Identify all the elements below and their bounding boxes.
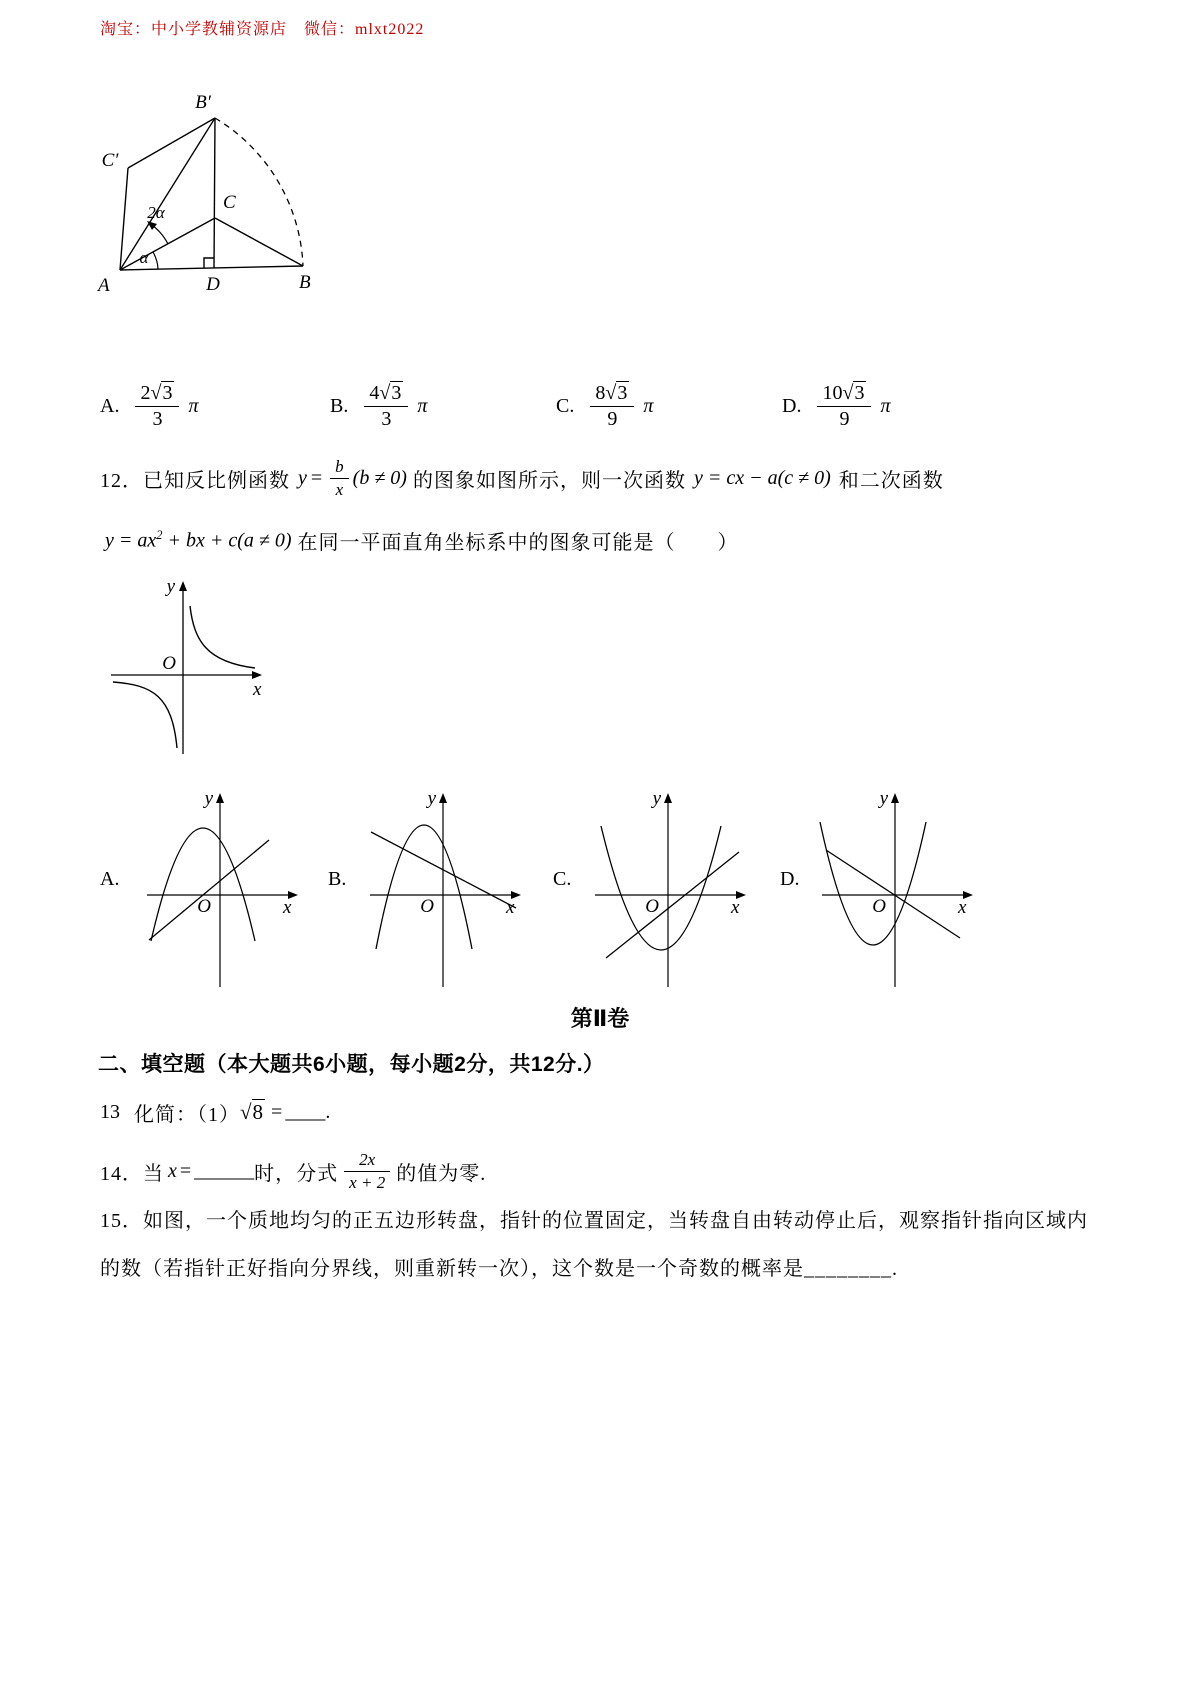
sqrt: √3	[842, 382, 865, 405]
graph-option-label-d: D.	[780, 868, 800, 890]
parabola-up	[820, 822, 926, 945]
q14	[100, 1142, 486, 1200]
x-axis-arrow	[252, 671, 262, 679]
parabola-up	[601, 826, 721, 950]
q13-number: 13	[100, 1100, 120, 1123]
radicand: 3	[391, 382, 402, 405]
axes	[147, 798, 293, 987]
x-axis-label: x	[283, 897, 292, 918]
y-axis-arrow	[664, 793, 672, 803]
label-b: B	[299, 272, 311, 293]
origin-label: O	[872, 896, 886, 917]
formula-pre: y = ax	[105, 529, 157, 552]
origin-label: O	[645, 896, 659, 917]
q12-f1-y: y	[298, 466, 307, 489]
origin-label: O	[197, 896, 211, 917]
label-angle-2a: 2α	[147, 203, 165, 222]
q11-option-b	[330, 377, 427, 435]
origin-label: O	[162, 653, 176, 674]
label-d: D	[206, 274, 220, 295]
radicand: 3	[617, 382, 628, 405]
x-axis-label: x	[253, 679, 262, 700]
y-axis-arrow	[891, 793, 899, 803]
label-c-prime: C′	[101, 150, 119, 171]
option-graph-a	[143, 790, 313, 990]
denominator: 3	[364, 406, 408, 430]
q12-suffix: 在同一平面直角坐标系中的图象可能是（ ）	[297, 531, 739, 554]
fraction	[590, 382, 634, 430]
fraction	[817, 382, 871, 430]
right-angle-mark	[204, 258, 214, 268]
hyperbola-curves	[113, 606, 255, 748]
option-graph-c	[591, 790, 761, 990]
graph-option-label-b: B.	[328, 868, 347, 890]
denominator: x	[330, 478, 349, 499]
shop-header: 淘宝：中小学教辅资源店 微信：mlxt2022	[100, 21, 425, 38]
y-axis-arrow	[179, 581, 187, 591]
label-b-prime: B′	[195, 92, 211, 113]
radicand: 3	[162, 382, 173, 405]
volume-title: 第Ⅱ卷	[570, 1006, 630, 1031]
option-label: C.	[556, 394, 575, 417]
q15-line2: 的数（若指针正好指向分界线，则重新转一次），这个数是一个奇数的概率是________.	[100, 1258, 898, 1280]
radicand: 3	[854, 382, 865, 405]
q11-option-c	[556, 377, 653, 435]
option-graph-d	[818, 790, 988, 990]
hyperbola-figure	[103, 578, 278, 760]
denominator: 3	[135, 406, 179, 430]
section-heading: 二、填空题（本大题共6小题，每小题2分，共12分.）	[98, 1053, 605, 1076]
pi-symbol: π	[880, 394, 891, 417]
q13	[100, 1094, 330, 1130]
q14-fraction	[344, 1150, 390, 1191]
y-axis-label: y	[204, 788, 213, 809]
q12-quadratic-formula	[105, 528, 292, 553]
q11-option-d	[782, 377, 890, 435]
denominator: 9	[590, 406, 634, 430]
formula-sup: 2	[156, 527, 163, 542]
line-increasing	[606, 852, 739, 958]
q11-option-a	[100, 377, 198, 435]
x-axis-label: x	[958, 897, 967, 918]
q12-line2	[105, 522, 739, 558]
axes	[370, 798, 516, 987]
denominator: 9	[817, 406, 871, 430]
sqrt: √3	[605, 382, 628, 405]
x-axis-label: x	[731, 897, 740, 918]
numerator: b	[335, 457, 344, 477]
pi-symbol: π	[188, 394, 199, 417]
q12-f1-eq: =	[310, 466, 323, 489]
parabola-down	[151, 828, 255, 941]
q14-var-x: x	[168, 1159, 177, 1182]
q14-eq: =	[179, 1159, 192, 1182]
geometry-figure	[80, 78, 350, 313]
angle-a-arc	[153, 252, 158, 269]
radicand: 8	[252, 1099, 264, 1124]
q12-prefix: 12．已知反比例函数	[100, 469, 290, 492]
sqrt: √3	[379, 382, 402, 405]
option-label: D.	[782, 394, 802, 417]
q13-blank: ____.	[285, 1100, 331, 1123]
q12-mid2: 和二次函数	[838, 469, 944, 492]
num-coeff: 2	[140, 382, 151, 405]
q13-eq: =	[271, 1100, 283, 1123]
formula-post: + bx + c(a ≠ 0)	[162, 529, 292, 552]
option-label: A.	[100, 394, 120, 417]
sqrt: √8	[240, 1099, 264, 1124]
q12-f1-fraction	[330, 457, 349, 498]
graph-option-label-c: C.	[553, 868, 572, 890]
label-a: A	[98, 275, 110, 296]
x-axis-label: x	[506, 897, 515, 918]
y-axis-label: y	[427, 788, 436, 809]
q14-pre: 14．当	[100, 1162, 164, 1185]
option-label: B.	[330, 394, 349, 417]
fraction	[135, 382, 179, 430]
pi-symbol: π	[417, 394, 428, 417]
parabola-down	[376, 825, 472, 949]
y-axis-arrow	[439, 793, 447, 803]
denominator: x + 2	[344, 1171, 390, 1192]
num-coeff: 10	[822, 382, 843, 405]
fraction	[364, 382, 408, 430]
q14-mid: 时，分式	[254, 1162, 339, 1185]
label-c: C	[223, 192, 236, 213]
num-coeff: 8	[595, 382, 606, 405]
sqrt: √3	[150, 382, 173, 405]
option-graph-b	[366, 790, 536, 990]
y-axis-arrow	[216, 793, 224, 803]
y-axis-label: y	[166, 576, 175, 597]
y-axis-label: y	[879, 788, 888, 809]
graph-option-label-a: A.	[100, 868, 120, 890]
q13-text: 化简：（1）	[134, 1103, 240, 1126]
q12-mid1: 的图象如图所示，则一次函数	[412, 469, 686, 492]
origin-label: O	[420, 896, 434, 917]
axes	[822, 798, 968, 987]
num-coeff: 4	[369, 382, 380, 405]
pi-symbol: π	[643, 394, 654, 417]
q12-linear-formula: y = cx − a(c ≠ 0)	[693, 466, 831, 489]
axes	[111, 586, 257, 754]
line-decreasing	[826, 850, 960, 938]
numerator: 2x	[359, 1150, 376, 1170]
y-axis-label: y	[652, 788, 661, 809]
axes	[595, 798, 741, 987]
q14-suffix: 的值为零.	[396, 1162, 487, 1185]
q12-line1	[100, 450, 944, 506]
q14-blank: ______	[194, 1159, 255, 1182]
q15-line1: 15．如图，一个质地均匀的正五边形转盘，指针的位置固定，当转盘自由转动停止后，观察指针指向区域内	[100, 1210, 1088, 1232]
label-angle-a: α	[139, 248, 149, 267]
q12-f1-cond: (b ≠ 0)	[352, 466, 407, 489]
